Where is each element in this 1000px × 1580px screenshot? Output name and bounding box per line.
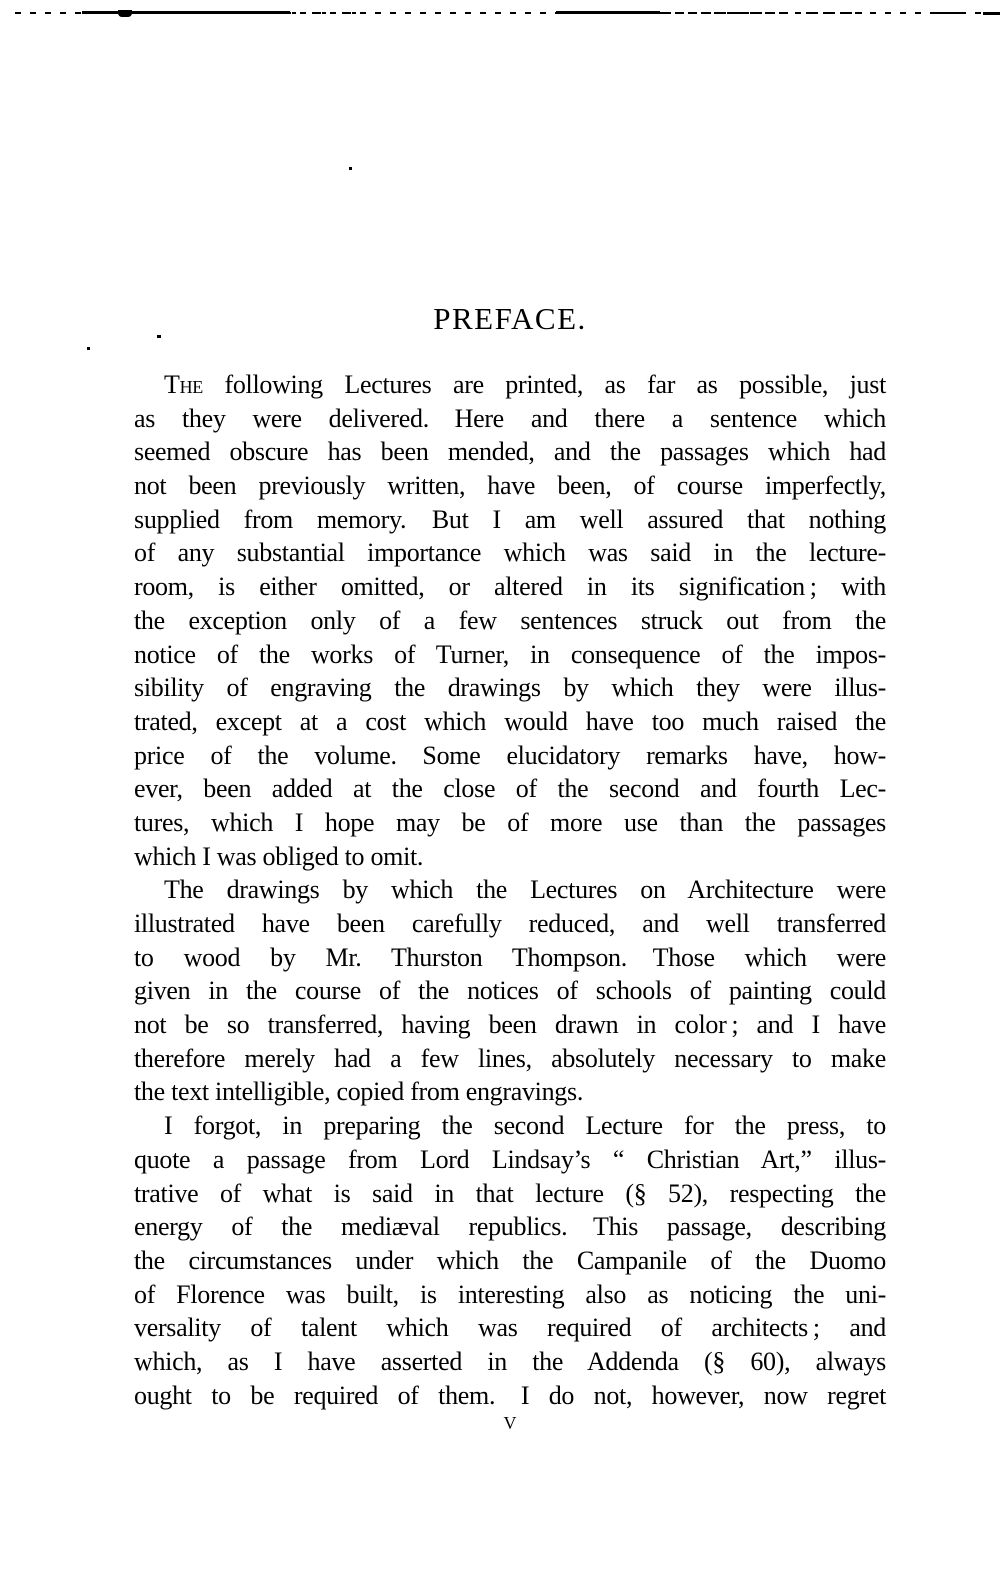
text-line <box>134 435 886 469</box>
line-text: trative of what is said in that lecture (§ 52), respecting the <box>134 1178 886 1208</box>
text-line <box>134 1042 886 1076</box>
line-text: The drawings by which the Lectures on Architecture were <box>164 875 886 905</box>
line-text: as they were delivered. Here and there a sentence which <box>134 403 886 433</box>
line-text: I forgot, in preparing the second Lecture for the press, to <box>164 1111 886 1141</box>
line-text: illustrated have been carefully reduced, and well transferred <box>134 909 886 938</box>
line-text: quote a passage from Lord Lindsay’s “ Christian Art,” illus- <box>134 1144 886 1174</box>
line-text: tures, which I hope may be of more use than the passages <box>134 807 886 837</box>
text-line <box>134 536 886 570</box>
text-line <box>134 1143 886 1177</box>
line-text: seemed obscure has been mended, and the passages which had <box>134 437 886 467</box>
scan-edge-segment <box>930 12 964 14</box>
page-title: PREFACE. <box>433 301 587 336</box>
line-text: of any substantial importance which was said in the lecture- <box>134 538 886 568</box>
line-text: trated, except at a cost which would have too much raised the <box>134 706 886 736</box>
text-line <box>134 604 886 638</box>
text-line <box>134 1177 886 1211</box>
text-line <box>134 907 886 941</box>
line-text: therefore merely had a few lines, absolutely necessary to make <box>134 1043 886 1073</box>
text-block <box>134 368 886 1412</box>
scan-edge-blob <box>118 10 132 17</box>
text-line <box>134 1008 886 1042</box>
line-text: ever, been added at the close of the second and fourth Lec- <box>134 774 886 804</box>
text-line <box>134 1075 886 1109</box>
line-text: of Florence was built, is interesting also as noticing the uni- <box>134 1279 886 1309</box>
line-text: sibility of engraving the drawings by which they were illus- <box>134 673 886 703</box>
line-text: the circumstances under which the Campanile of the Duomo <box>134 1245 886 1275</box>
text-line <box>134 1278 886 1312</box>
text-line <box>134 705 886 739</box>
line-text: which I was obliged to omit. <box>134 841 424 871</box>
text-line <box>134 1244 886 1278</box>
line-text: versality of talent which was required of architects ; and <box>134 1313 886 1343</box>
text-line <box>134 1210 886 1244</box>
scan-edge-segment <box>662 12 792 14</box>
text-line <box>134 772 886 806</box>
line-text: ought to be required of them. I do not, however, now regret <box>134 1380 886 1410</box>
line-text: to wood by Mr. Thurston Thompson. Those which were <box>134 942 886 972</box>
ink-speck <box>87 347 90 350</box>
line-text: price of the volume. Some elucidatory remarks have, how- <box>134 740 886 770</box>
ink-speck <box>349 167 352 170</box>
text-line <box>134 368 886 402</box>
scan-edge-segment <box>556 11 660 14</box>
scan-edge-segment <box>806 12 862 14</box>
line-text: notice of the works of Turner, in consequence of the impos- <box>134 639 886 669</box>
text-line <box>134 1109 886 1143</box>
line-text: not be so transferred, having been drawn in color ; and I have <box>134 1010 886 1040</box>
text-line <box>134 402 886 436</box>
text-line <box>134 974 886 1008</box>
text-line <box>134 873 886 907</box>
scan-edge-segment <box>983 12 1000 15</box>
text-line <box>134 739 886 773</box>
line-text: energy of the mediæval republics. This passage, describing <box>134 1212 886 1242</box>
text-line <box>134 570 886 604</box>
text-line <box>134 806 886 840</box>
text-line <box>134 469 886 503</box>
line-text: following Lectures are printed, as far as possible, just <box>202 370 886 399</box>
line-text: the exception only of a few sentences struck out from the <box>134 605 886 635</box>
text-line <box>134 638 886 672</box>
text-line <box>134 503 886 537</box>
line-text: room, is either omitted, or altered in its signification ; with <box>134 572 886 602</box>
text-line <box>134 671 886 705</box>
scan-edge-segment <box>292 12 362 14</box>
page-number: v <box>503 1406 517 1435</box>
line-text: supplied from memory. But I am well assured that nothing <box>134 504 886 534</box>
line-text: given in the course of the notices of schools of painting could <box>134 976 886 1006</box>
text-line <box>134 941 886 975</box>
line-text: not been previously written, have been, of course imperfectly, <box>134 471 886 501</box>
text-line <box>134 840 886 874</box>
line-text: the text intelligible, copied from engravings. <box>134 1077 584 1107</box>
line-text: which, as I have asserted in the Addenda (§ 60), always <box>134 1346 886 1376</box>
text-line <box>134 1345 886 1379</box>
lead-word: The <box>164 370 203 399</box>
text-line <box>134 1311 886 1345</box>
scan-edge-segment <box>140 11 290 14</box>
